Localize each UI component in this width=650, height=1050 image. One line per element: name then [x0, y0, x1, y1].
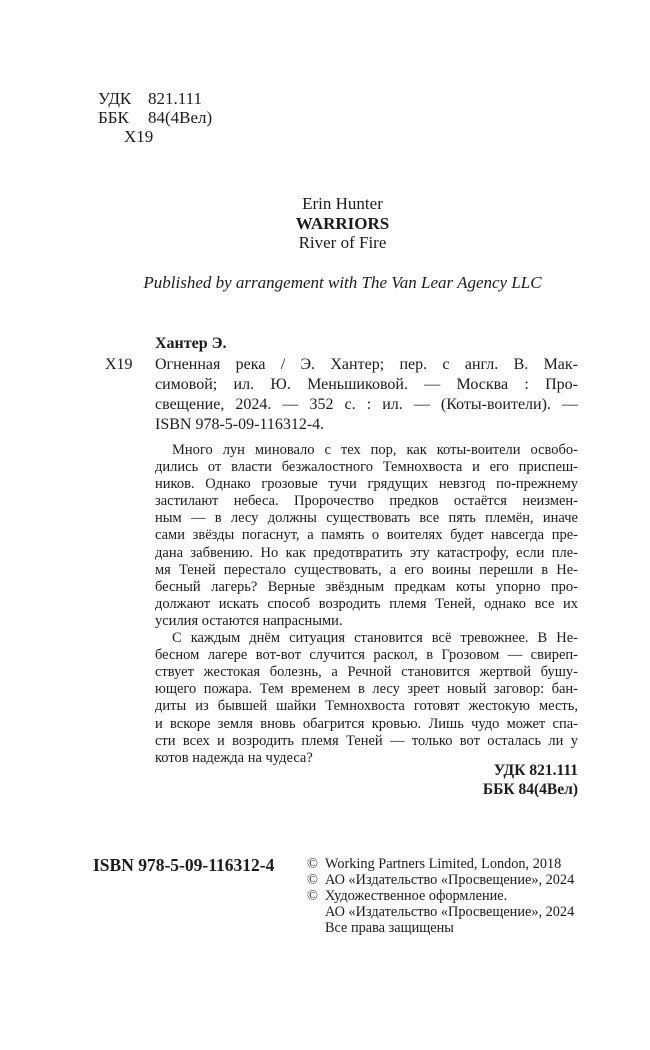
english-title-block	[107, 194, 578, 292]
copyright-line	[307, 873, 574, 889]
bib-lines	[155, 355, 578, 435]
author-sign-top: Х19	[124, 127, 154, 146]
copyright-symbol: ©	[307, 887, 318, 904]
copyright-text: Художественное оформление.	[325, 887, 508, 904]
text-line: свещение, 2024. — 352 с. : ил. — (Коты-воители). —	[155, 396, 578, 413]
series-title: WARRIORS	[295, 213, 390, 233]
copyright-text: Все права защищены	[325, 919, 454, 936]
udk-row	[98, 89, 212, 108]
copyright-line	[307, 905, 574, 921]
copyright-symbol: ©	[307, 856, 318, 872]
text-line: бесный лагерь? Верные звёздным предкам коты упорно про-	[155, 578, 578, 595]
text-line: ствует жестокая болезнь, а Речной становится жертвой бушу-	[155, 664, 578, 681]
text-line: дились от власти безжалостного Темнохвоста и его приспеш-	[155, 459, 578, 476]
author-name-en: Erin Hunter	[302, 194, 383, 213]
text-line: должают искать способ возродить племя Теней, однако все их	[155, 595, 578, 612]
copyright-block	[307, 857, 574, 937]
text-line: мя Теней перестало существовать, а его воины перешли в Не-	[155, 561, 578, 578]
copyright-text: АО «Издательство «Просвещение», 2024	[325, 903, 575, 920]
copyright-text: Working Partners Limited, London, 2018	[325, 856, 562, 872]
copyright-line	[307, 857, 574, 873]
book-title-en: River of Fire	[298, 233, 387, 252]
annotation	[155, 442, 578, 767]
bbk-value: 84(4Вел)	[148, 108, 213, 127]
text-line: и вскоре земля вновь обагрится кровью. Лишь чудо может спа-	[155, 715, 578, 732]
bibliographic-description	[105, 355, 578, 435]
text-line: застилают небеса. Пророчество предков остаётся неизмен-	[155, 493, 578, 510]
text-line: симовой; ил. Ю. Меньшиковой. — Москва : Про-	[155, 376, 578, 393]
text-line: ISBN 978-5-09-116312-4.	[155, 416, 325, 433]
text-line: усилия остаются напрасными.	[155, 612, 343, 629]
udk-bottom: УДК 821.111	[493, 762, 578, 779]
text-line: диты из бывшей шайки Темнохвоста готовят жестокую месть,	[155, 698, 578, 715]
top-codes-block	[98, 89, 212, 146]
copyright-text: АО «Издательство «Просвещение», 2024	[325, 871, 575, 888]
author-sign-bib: Х19	[105, 356, 133, 373]
text-line: С каждым днём ситуация становится всё тревожнее. В Не-	[172, 630, 578, 647]
text-line: бесном лагере вот-вот случится раскол, в Грозовом — свиреп-	[155, 647, 578, 664]
udk-value: 821.111	[148, 89, 202, 108]
bib-author-heading: Хантер Э.	[155, 335, 227, 352]
copyright-line	[307, 921, 574, 937]
text-line: ным — в лесу должны существовать все пять племён, иначе	[155, 510, 578, 527]
copyright-symbol: ©	[307, 871, 318, 888]
isbn-number: ISBN 978-5-09-116312-4	[93, 855, 275, 875]
annotation-paragraph-1	[155, 442, 578, 630]
bottom-codes-block	[355, 762, 578, 799]
copyright-symbol	[307, 921, 325, 937]
text-line: сти всех и возродить племя Теней — только вот осталась ли у	[155, 732, 578, 749]
text-line: ников. Однако грозовые тучи грядущих невзгод по-прежнему	[155, 476, 578, 493]
text-line: Много лун миновало с тех пор, как коты-воители освобо-	[172, 442, 578, 458]
udk-label: УДК	[98, 89, 132, 108]
text-line: дана забвению. Но как предотвратить эту катастрофу, если пле-	[155, 544, 578, 561]
author-sign-row	[98, 127, 212, 146]
text-line: Огненная река / Э. Хантер; пер. с англ. В. Мак-	[155, 356, 578, 373]
arrangement-note: Published by arrangement with The Van Lear Agency LLC	[143, 272, 542, 292]
text-line: ющего пожара. Тем временем в лесу зреет новый заговор: бан-	[155, 681, 578, 698]
bbk-row	[98, 108, 212, 127]
text-line: котов надежда на чудеса?	[155, 749, 313, 766]
text-line: сами звёзды погаснут, а память о воителях будет навсегда пре-	[155, 527, 578, 544]
bbk-label: ББК	[98, 108, 129, 127]
annotation-paragraph-2	[155, 630, 578, 767]
bbk-bottom: ББК 84(4Вел)	[482, 780, 578, 798]
copyright-symbol	[307, 905, 325, 921]
copyright-line	[307, 889, 574, 905]
